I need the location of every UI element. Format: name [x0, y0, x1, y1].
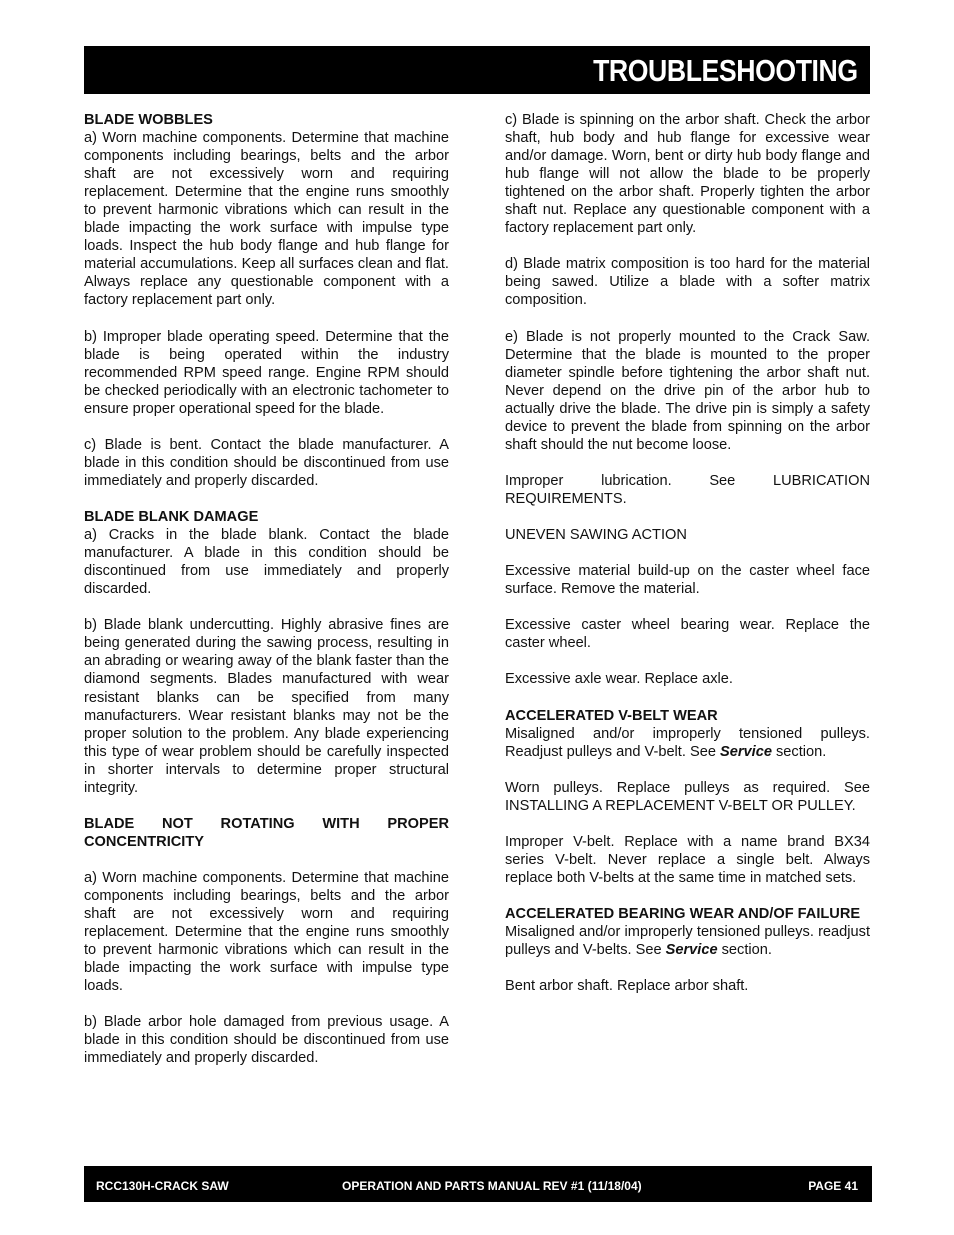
left-column: [84, 111, 449, 1086]
header-bar: [84, 46, 870, 94]
blade-wobbles-heading: BLADE WOBBLES: [84, 112, 213, 128]
blank-damage-a: a) Cracks in the blade blank. Contact the blade manufacturer. A blade in this condition should be discontinued from use immediately and properly discarded.: [84, 527, 449, 598]
vbelt-item-2: Worn pulleys. Replace pulleys as required. See INSTALLING A REPLACEMENT V-BELT OR PULLEY.: [505, 779, 870, 814]
vbelt-item-1: [505, 725, 870, 761]
bearing-item-1-text: Misaligned and/or improperly tensioned pulleys. readjust pulleys and V-belts. See: [505, 924, 870, 959]
footer-bar: [84, 1166, 872, 1202]
vbelt-heading: ACCELERATED V-BELT WEAR: [505, 707, 718, 724]
vbelt-item-1-suffix: section.: [771, 743, 827, 760]
bearing-service-ref: Service: [665, 942, 718, 959]
blank-damage-heading: BLADE BLANK DAMAGE: [84, 509, 259, 526]
blade-wobbles-b: b) Improper blade operating speed. Determine that the blade is being operated within the industry recommended RPM speed range. Engine RPM should be checked periodically with an electronic tachometer to ensure proper operational speed for the blade.: [84, 328, 449, 417]
concentricity-a: a) Worn machine components. Determine that machine components including bearings, belts and the arbor shaft are not excessively worn and requiring replacement. Determine that the engine runs smoothly to prevent harmonic vibrations which can result in the blade impacting the work surface with impulse type loads.: [84, 869, 449, 995]
uneven-heading: UNEVEN SAWING ACTION: [505, 527, 687, 544]
concentricity-heading: BLADE NOT ROTATING WITH PROPER CONCENTRICITY: [84, 815, 449, 850]
blade-wobbles-a: a) Worn machine components. Determine that machine components including bearings, belts and the arbor shaft are not excessively worn and requiring replacement. Determine that the engine runs smoothly to prevent harmonic vibrations which can result in the blade impacting the work surface with impulse type loads. Inspect the hub body flange and hub flange for material accumulations. Keep all surfaces clean and flat. Always replace any questionable component with a factory replacement part only.: [84, 130, 449, 309]
concentricity-c: c) Blade is spinning on the arbor shaft. Check the arbor shaft, hub body and hub flange for excessive wear and/or damage. Worn, bent or dirty hub body flange and hub flange will not allow the blade to be properly tightened on the arbor shaft. Properly tighten the arbor shaft nut. Replace any questionable component with a factory replacement part only.: [505, 112, 870, 237]
blank-damage-b: b) Blade blank undercutting. Highly abrasive fines are being generated during the sawing process, resulting in an abrading or wearing away of the blank faster than the diamond segments. Blades manufactured with wear resistant blanks can be specified from many manufacturers. Wear resistant blanks may not be the proper solution to the problem. Any blade experiencing this type of wear problem should be carefully inspected in shorter intervals to determine proper structural integrity.: [84, 617, 449, 796]
concentricity-d: d) Blade matrix composition is too hard for the material being sawed. Utilize a blade with a softer matrix composition.: [505, 256, 870, 309]
uneven-item-1: Excessive material build-up on the caster wheel face surface. Remove the material.: [505, 563, 870, 598]
bearing-item-1-suffix: section.: [717, 942, 772, 959]
concentricity-e: e) Blade is not properly mounted to the Crack Saw. Determine that the blade is mounted to the proper diameter spindle before tightening the arbor shaft nut. Never depend on the drive pin of the arbor hub to actually drive the blade. The drive pin is simply a safety device to prevent the blade from spinning on the arbor shaft should the nut become loose.: [505, 328, 870, 453]
bearing-item-1: [505, 923, 870, 959]
footer-page-number: PAGE 41: [808, 1179, 858, 1193]
lubrication-note: Improper lubrication. See LUBRICATION REQUIREMENTS.: [505, 472, 870, 507]
footer-model: RCC130H-CRACK SAW: [96, 1179, 229, 1193]
vbelt-item-1-text: Misaligned and/or improperly tensioned pulleys. Readjust pulleys and V-belt. See: [505, 725, 870, 760]
bearing-item-2: Bent arbor shaft. Replace arbor shaft.: [505, 978, 749, 995]
footer-manual-title: OPERATION AND PARTS MANUAL REV #1 (11/18/04): [342, 1179, 642, 1193]
bearing-heading: ACCELERATED BEARING WEAR AND/OF FAILURE: [505, 906, 861, 923]
page-title: TROUBLESHOOTING: [593, 53, 858, 88]
concentricity-b: b) Blade arbor hole damaged from previous usage. A blade in this condition should be discontinued from use immediately and properly discarded.: [84, 1014, 449, 1067]
blade-wobbles-c: c) Blade is bent. Contact the blade manufacturer. A blade in this condition should be discontinued from use immediately and properly discarded.: [84, 436, 449, 489]
vbelt-item-3: Improper V-belt. Replace with a name brand BX34 series V-belt. Never replace a single belt. Always replace both V-belts at the same time in matched sets.: [505, 833, 870, 886]
right-column: [505, 111, 870, 1013]
uneven-item-3: Excessive axle wear. Replace axle.: [505, 671, 733, 688]
uneven-item-2: Excessive caster wheel bearing wear. Replace the caster wheel.: [505, 617, 870, 652]
vbelt-service-ref: Service: [720, 743, 772, 760]
